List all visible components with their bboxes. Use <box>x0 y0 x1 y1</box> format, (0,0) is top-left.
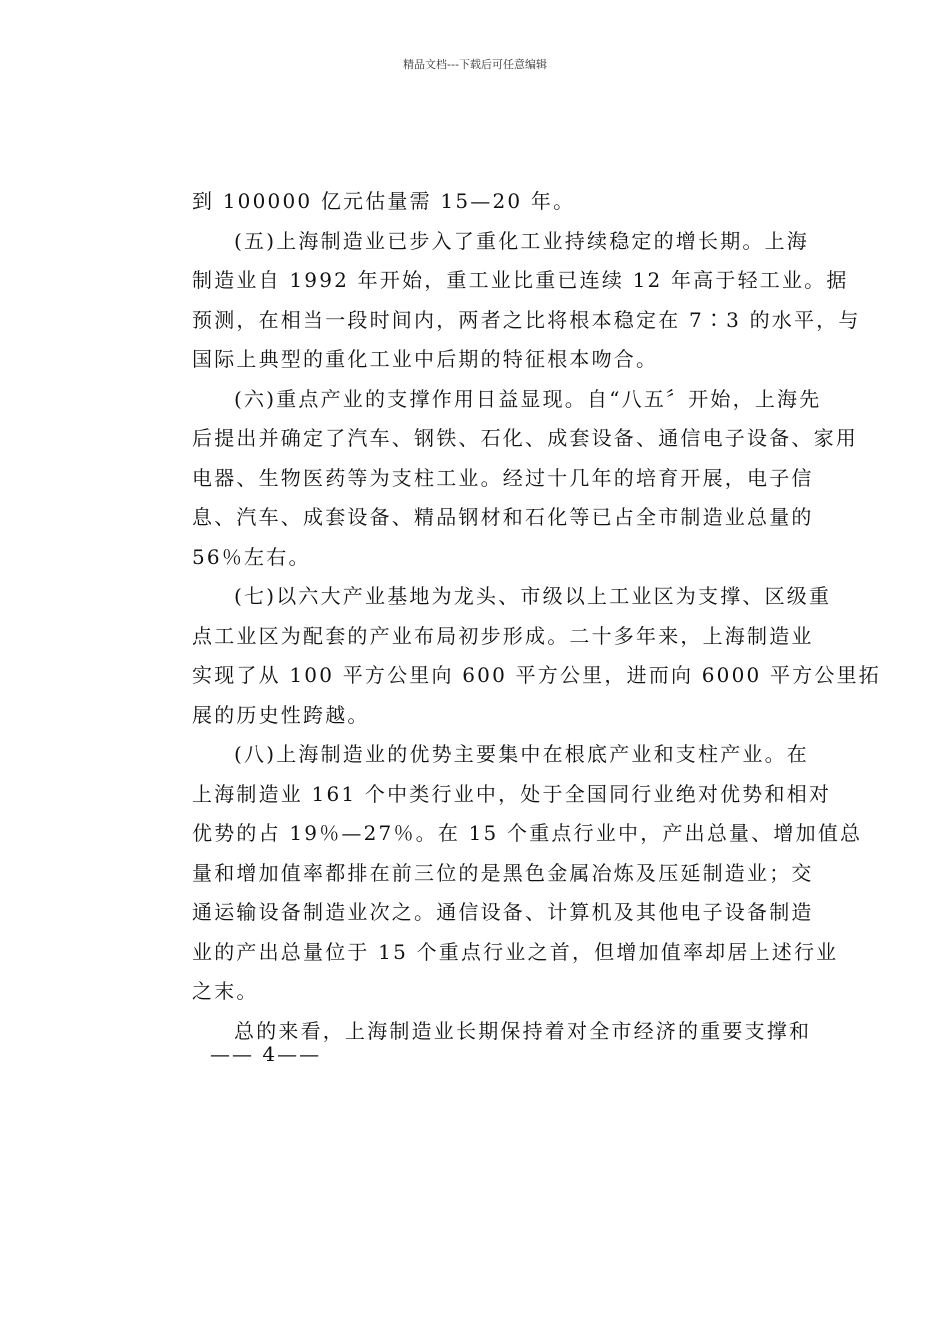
paragraph-7-line: (七)以六大产业基地为龙头、市级以上工业区为支撑、区级重 <box>234 584 832 608</box>
page-number: —— 4—— <box>210 1042 322 1066</box>
paragraph-8-line: 上海制造业 161 个中类行业中，处于全国同行业绝对优势和相对 <box>192 781 832 806</box>
document-body <box>192 182 881 1051</box>
paragraph-5-line: 制造业自 1992 年开始，重工业比重已连续 12 年高于轻工业。据 <box>192 268 849 292</box>
paragraph-6-line: 电器、生物医药等为支柱工业。经过十几年的培育开展，电子信 <box>192 465 814 490</box>
paragraph-6-line: 后提出并确定了汽车、钢铁、石化、成套设备、通信电子设备、家用 <box>192 426 858 450</box>
paragraph-7-line: 点工业区为配套的产业布局初步形成。二十多年来，上海制造业 <box>192 623 814 648</box>
paragraph-5-line: 预测，在相当一段时间内，两者之比将根本稳定在 7∶3 的水平，与 <box>192 307 861 332</box>
paragraph-8-line: (八)上海制造业的优势主要集中在根底产业和支柱产业。在 <box>234 742 810 766</box>
paragraph-5-line: 国际上典型的重化工业中后期的特征根本吻合。 <box>192 347 659 371</box>
paragraph-5-line: (五)上海制造业已步入了重化工业持续稳定的增长期。上海 <box>234 228 810 253</box>
paragraph-8-line: 之末。 <box>192 979 259 1003</box>
paragraph-7-line: 实现了从 100 平方公里向 600 平方公里，进而向 6000 平方公里拓 <box>192 663 881 687</box>
paragraph-8-line: 通运输设备制造业次之。通信设备、计算机及其他电子设备制造 <box>192 900 814 924</box>
body-line: 到 100000 亿元估量需 15—20 年。 <box>192 189 576 213</box>
paragraph-6-line: (六)重点产业的支撑作用日益显现。自“八五〞开始，上海先 <box>234 386 822 411</box>
paragraph-8-line: 业的产出总量位于 15 个重点行业之首，但增加值率却居上述行业 <box>192 939 839 964</box>
page-header: 精品文档---下载后可任意编辑 <box>403 58 547 71</box>
paragraph-8-line: 优势的占 19％—27％。在 15 个重点行业中，产出总量、增加值总 <box>192 821 863 845</box>
paragraph-8-line: 量和增加值率都排在前三位的是黑色金属冶炼及压延制造业；交 <box>192 860 814 885</box>
paragraph-6-line: 56％左右。 <box>192 544 311 569</box>
paragraph-9-line: 总的来看，上海制造业长期保持着对全市经济的重要支撑和 <box>234 1018 812 1043</box>
paragraph-7-line: 展的历史性跨越。 <box>192 702 370 727</box>
paragraph-6-line: 息、汽车、成套设备、精品钢材和石化等已占全市制造业总量的 <box>192 505 814 529</box>
